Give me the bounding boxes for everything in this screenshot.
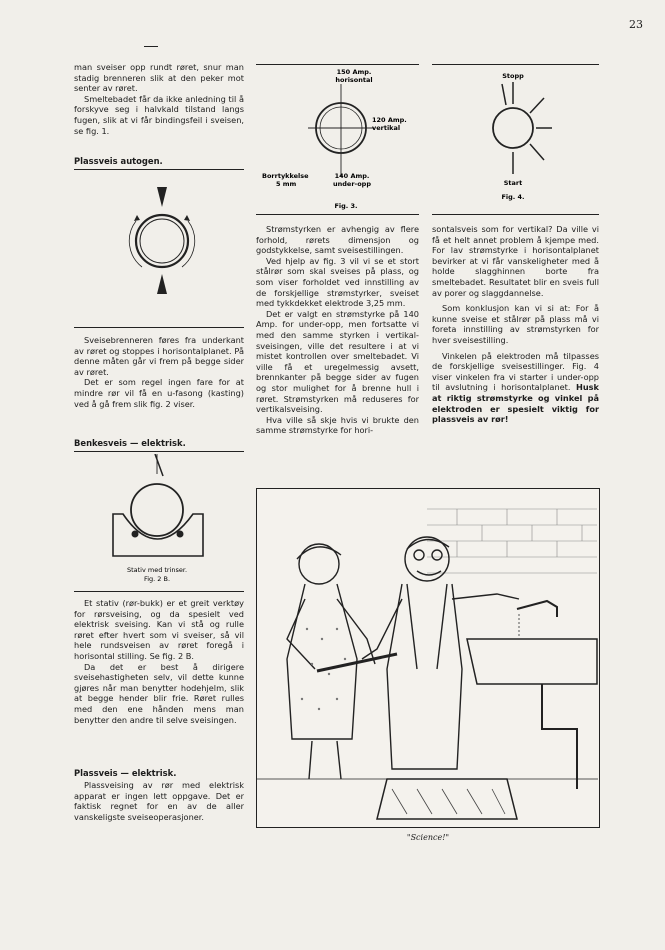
fig3-thickness-label: Borrtykkelse xyxy=(262,172,309,180)
cartoon-toolbox-hatch xyxy=(392,789,505,814)
cartoon-faucet xyxy=(517,601,557,617)
cartoon-frame xyxy=(256,488,600,828)
fig2b-electrode-rod xyxy=(155,454,163,476)
heading-benkesveis: Benkesveis — elektrisk. xyxy=(74,438,186,448)
fig2-pipe-outer xyxy=(136,215,188,267)
fig3-right-amp: 120 Amp. xyxy=(372,116,407,124)
fig2b-pipe xyxy=(131,484,183,536)
fig4-electrode-lower-right xyxy=(530,144,544,160)
fig3-top-pos: horisontal xyxy=(335,76,373,84)
col3-p3 xyxy=(432,351,599,425)
col1-intro xyxy=(74,62,244,136)
col2-p2: Ved hjelp av fig. 3 vil vi se et stort stålrør som skal sveises på plass, og som viser forholdet ved innstilling av de forskjellige strømstyrker, sveiset med tykkdekket elektrode 3,25 mm. xyxy=(256,255,419,309)
col1-autogen-p2: Det er som regel ingen fare for at mindre rør vil få en u-fasong (kasting) ved å gå frem slik fig. 2 viser. xyxy=(74,377,244,409)
col1-heading-benk xyxy=(74,438,244,449)
col2-p4: Hva ville så skje hvis vi brukte den samme strømstyrke for hori- xyxy=(256,414,419,436)
fig2b-stand xyxy=(113,514,203,556)
rule-1 xyxy=(74,169,244,170)
col3-p2: Som konklusjon kan vi si at: For å kunne sveise et stålrør på plass må vi foreta innstilling av strømstyrken for hver sveisestilling. xyxy=(432,303,599,345)
col2-p3: Det er valgt en strømstyrke på 140 Amp. for under-opp, men fortsatte vi med den samme styrken i vertikal-sveisingen, ville det resultere i at vi mistet kontrollen over smeltebadet. Vi ville få et uregelmessig avsett, brennkanter på begge sider av fugen og stor mulighet for å brenne hull i røret. Strømstyrken må reduseres for vertikalsveising. xyxy=(256,308,419,415)
col2-p1: Strømstyrken er avhengig av flere forhold, rørets dimensjon og godstykkelse, samt sveisestillingen. xyxy=(256,224,419,256)
fig4-start-label: Start xyxy=(503,179,523,187)
fig2b-roller-left xyxy=(132,531,139,538)
col1-autogen-text xyxy=(74,335,244,409)
fig4-stop-label: Stopp xyxy=(502,72,524,80)
fig3-right-pos: vertikal xyxy=(372,124,401,132)
fig4-caption: Fig. 4. xyxy=(501,193,525,201)
cartoon-pipe xyxy=(542,684,577,789)
col1-benk-text xyxy=(74,598,244,725)
fig2-torch-bottom-icon xyxy=(157,274,167,294)
fig3-caption: Fig. 3. xyxy=(334,202,358,210)
fig4-pipe xyxy=(493,108,533,148)
col3-p3-text: Vinkelen på elektroden må tilpasses de forskjellige sveisestillinger. Fig. 4 viser vinkelen fra vi starter i under-opp til avslutning i horisontalplanet. xyxy=(432,350,599,393)
rule-2 xyxy=(74,327,244,328)
cartoon-illustration xyxy=(257,489,598,826)
col2-text xyxy=(256,224,419,436)
fig4-electrode-top-left xyxy=(502,84,506,105)
fig4-electrode-upper-right xyxy=(530,98,544,113)
rule-4 xyxy=(74,591,244,592)
figure-3 xyxy=(256,66,419,214)
fig2-arrowhead-left xyxy=(134,215,140,221)
figure-2b xyxy=(95,454,235,586)
col1-plass-el-p: Plassveising av rør med elektrisk apparat er ingen lett oppgave. Det er faktisk regnet for en av de aller vanskeligste sveiseoperasjoner. xyxy=(74,780,244,822)
rule-fig4-bottom xyxy=(432,214,599,215)
col1-heading-autogen xyxy=(74,156,244,167)
cartoon-sink xyxy=(467,639,597,684)
fig3-bottom-pos: under-opp xyxy=(333,180,371,188)
figure-4 xyxy=(432,66,599,214)
cartoon-brick-wall xyxy=(427,509,597,573)
col1-benk-p2: Da det er best å dirigere sveisehastigheten selv, vil dette kunne gjøres når man benytter hodehjelm, slik at begge hender blir frie. Røret rulles med den ene hånden mens man benytter den andre til selve sveisingen. xyxy=(74,661,244,725)
col1-autogen-p1: Sveisebrenneren føres fra underkant av røret og stoppes i horisontalplanet. På denne måten går vi frem på begge sider av røret. xyxy=(74,335,244,377)
fig2b-caption-1: Stativ med trinser. xyxy=(126,566,188,574)
fig3-top-amp: 150 Amp. xyxy=(336,68,372,76)
fig2-torch-top-icon xyxy=(157,187,167,207)
heading-plassveis-autogen: Plassveis autogen. xyxy=(74,156,163,166)
rule-3 xyxy=(74,451,244,452)
rule-fig4-top xyxy=(432,64,599,65)
col1-intro-p2: Smeltebadet får da ikke anledning til å forskyve seg i halvkald tilstand langs fugen, slik at vi får bindingsfeil i sveisen, se fig. 1. xyxy=(74,93,244,136)
heading-plassveis-elektrisk: Plassveis — elektrisk. xyxy=(74,768,177,778)
fig2b-roller-right xyxy=(177,531,184,538)
col3-p3-bold: Husk at riktig strømstyrke og vinkel på elektroden er spesielt viktig for plassveis av rør! xyxy=(432,382,599,425)
col1-heading-plass-el xyxy=(74,768,244,779)
fig2b-caption-2: Fig. 2 B. xyxy=(143,575,171,583)
col1-benk-p1: Et stativ (rør-bukk) er et greit verktøy for rørsveising, og da spesielt ved elektrisk sveising. Kan vi stå og rulle røret efter hvert som vi sveiser, så vil hele rundsveisen av røret foregå i horisontal stilling. Se fig. 2 B. xyxy=(74,598,244,661)
top-dash xyxy=(144,46,158,47)
col3-text xyxy=(432,224,599,425)
figure-2 xyxy=(112,171,212,326)
fig2-arrowhead-right xyxy=(184,215,190,221)
fig2-pipe-inner xyxy=(140,219,184,263)
fig3-bottom-amp: 140 Amp. xyxy=(334,172,370,180)
col3-p1: sontalsveis som for vertikal? Da ville vi få et helt annet problem å kjempe med. For lav strømstyrke i horisontalplanet bevirker at vi får vanskeligheter med å holde slagghinnen borte fra smeltebadet. Resultatet blir en sveis full av porer og slaggdannelse. xyxy=(432,224,599,298)
rule-fig3-top xyxy=(256,64,419,65)
rule-fig3-bottom xyxy=(256,214,419,215)
page-number: 23 xyxy=(629,18,643,31)
col1-intro-p1: man sveiser opp rundt røret, snur man stadig brenneren slik at den peker mot senter av røret. xyxy=(74,62,244,94)
cartoon-plumber xyxy=(362,537,519,769)
fig3-thickness-value: 5 mm xyxy=(276,180,297,188)
col1-plass-el-text xyxy=(74,780,244,822)
cartoon-caption: "Science!" xyxy=(406,833,450,842)
